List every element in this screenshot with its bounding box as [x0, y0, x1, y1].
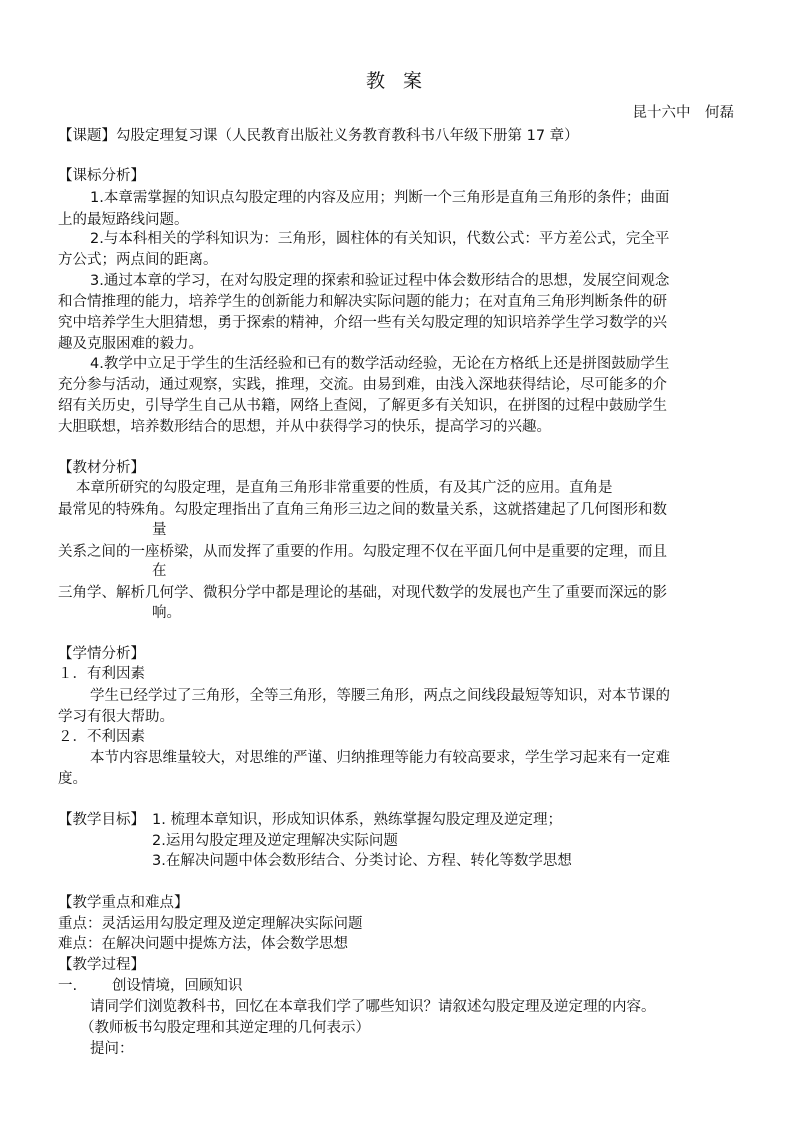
curriculum-line: 4.教学中立足于学生的生活经验和已有的数学活动经验，无论在方格纸上还是拼图鼓励学生: [90, 356, 670, 372]
goals-heading: 【教学目标】: [58, 812, 145, 828]
difficult-point: 难点：在解决问题中提炼方法，体会数学思想: [58, 936, 348, 952]
curriculum-line: 方公式；两点间的距离。: [58, 252, 218, 268]
curriculum-line: 和合情推理的能力，培养学生的创新能力和解决实际问题的能力；在对直角三角形判断条件的研: [58, 294, 667, 310]
process-step-title: 创设情境，回顾知识: [112, 978, 243, 994]
learners-line: 度。: [58, 771, 87, 787]
goal-item: 3.在解决问题中体会数形结合、分类讨论、方程、转化等数学思想: [152, 853, 572, 869]
process-line: 请同学们浏览教科书，回忆在本章我们学了哪些知识？请叙述勾股定理及逆定理的内容。: [90, 999, 656, 1015]
process-heading: 【教学过程】: [58, 957, 145, 973]
curriculum-line: 1.本章需掌握的知识点勾股定理的内容及应用；判断一个三角形是直角三角形的条件；曲面: [90, 190, 670, 206]
textbook-heading: 【教材分析】: [58, 460, 145, 476]
curriculum-line: 趣及克服困难的毅力。: [58, 336, 203, 352]
topic-line: 【课题】勾股定理复习课（人民教育出版社义务教育教科书八年级下册第 17 章）: [58, 128, 579, 144]
curriculum-line: 3.通过本章的学习，在对勾股定理的探索和验证过程中体会数形结合的思想，发展空间观念: [90, 273, 670, 289]
textbook-line: 关系之间的一座桥梁，从而发挥了重要的作用。勾股定理不仅在平面几何中是重要的定理，而且: [58, 544, 667, 560]
process-line: 提问：: [90, 1041, 134, 1057]
learners-line: 学生已经学过了三角形，全等三角形，等腰三角形，两点之间线段最短等知识，对本节课的: [90, 688, 670, 704]
curriculum-heading: 【课标分析】: [58, 168, 145, 184]
curriculum-line: 上的最短路线问题。: [58, 212, 189, 228]
goal-item: 2.运用勾股定理及逆定理解决实际问题: [152, 833, 398, 849]
textbook-line: 最常见的特殊角。勾股定理指出了直角三角形三边之间的数量关系，这就搭建起了几何图形和数: [58, 502, 667, 518]
curriculum-line: 2.与本科相关的学科知识为：三角形，圆柱体的有关知识，代数公式：平方差公式，完全平: [90, 231, 670, 247]
curriculum-line: 充分参与活动，通过观察，实践，推理，交流。由易到难，由浅入深地获得结论，尽可能多的介: [58, 377, 667, 393]
process-line: （教师板书勾股定理和其逆定理的几何表示）: [80, 1020, 370, 1036]
textbook-line: 三角学、解析几何学、微积分学中都是理论的基础，对现代数学的发展也产生了重要而深远的影: [58, 585, 667, 601]
curriculum-line: 绍有关历史，引导学生自己从书籍，网络上查阅，了解更多有关知识，在拼图的过程中鼓励学生: [58, 398, 667, 414]
key-points-heading: 【教学重点和难点】: [58, 895, 189, 911]
curriculum-line: 大胆联想，培养数形结合的思想，并从中获得学习的快乐，提高学习的兴趣。: [58, 419, 551, 435]
author-line: 昆十六中 何磊: [632, 105, 734, 121]
learners-line: 学习有很大帮助。: [58, 709, 174, 725]
goal-item: 1. 梳理本章知识，形成知识体系，熟练掌握勾股定理及逆定理；: [152, 812, 562, 828]
learners-line: １．有利因素: [58, 666, 145, 682]
learners-heading: 【学情分析】: [58, 646, 145, 662]
textbook-line: 在: [152, 563, 167, 579]
textbook-line: 本章所研究的勾股定理，是直角三角形非常重要的性质，有及其广泛的应用。直角是: [76, 480, 613, 496]
process-step-number: 一.: [58, 978, 78, 994]
key-point: 重点：灵活运用勾股定理及逆定理解决实际问题: [58, 916, 363, 932]
learners-line: 本节内容思维量较大，对思维的严谨、归纳推理等能力有较高要求，学生学习起来有一定难: [90, 750, 670, 766]
textbook-line: 量: [152, 522, 167, 538]
textbook-line: 响。: [152, 605, 181, 621]
learners-line: ２．不利因素: [58, 729, 145, 745]
page-title: 教 案: [365, 70, 429, 92]
curriculum-line: 究中培养学生大胆猜想，勇于探索的精神，介绍一些有关勾股定理的知识培养学生学习数学的兴: [58, 315, 667, 331]
